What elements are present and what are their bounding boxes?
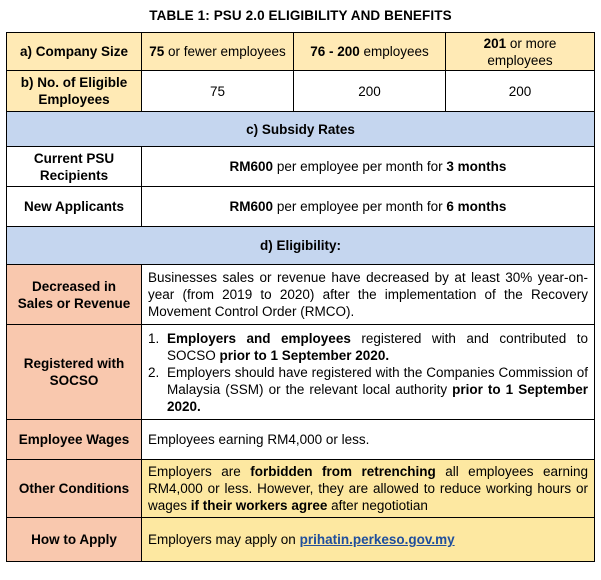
wages-text: Employees earning RM4,000 or less.: [142, 420, 595, 460]
socso-item: [148, 364, 588, 415]
text-run: per employee per month for: [273, 199, 447, 214]
eligible-employees-small: 75: [142, 71, 294, 112]
socso-item-number: 2.: [148, 364, 160, 380]
bold-text: 76 - 200: [310, 44, 360, 59]
company-size-large: [446, 33, 595, 71]
decreased-sales-label: Decreased in Sales or Revenue: [7, 265, 142, 325]
company-size-small: [142, 33, 294, 71]
text-run: or fewer employees: [164, 44, 286, 59]
text-run: registered with and contributed to SOCSO: [167, 330, 588, 363]
eligible-employees-large: 200: [446, 71, 595, 112]
bold-text: RM600: [229, 159, 274, 174]
bold-text: if their workers agree: [190, 498, 328, 513]
bold-text: prior to 1 September 2020.: [167, 381, 588, 414]
text-run: all employees earning RM4,000 or less. However, they are allowed to reduce working hours or wages: [148, 464, 588, 513]
subsidy-current-text: [142, 147, 595, 187]
how-to-apply-label: How to Apply: [7, 518, 142, 562]
socso-item-number: 1.: [148, 330, 160, 346]
socso-label: Registered with SOCSO: [7, 325, 142, 420]
subsidy-header-row: [7, 112, 595, 147]
bold-text: prior to 1 September 2020.: [219, 347, 390, 363]
how-to-apply-prefix: Employers may apply on: [148, 532, 300, 547]
text-run: after negotiotian: [327, 498, 428, 513]
socso-item-text: [167, 364, 588, 415]
eligibility-header-row: [7, 227, 595, 265]
subsidy-new-label: New Applicants: [7, 187, 142, 227]
subsidy-row: [7, 187, 595, 227]
eligibility-row: [7, 325, 595, 420]
eligible-employees-row: [7, 71, 595, 112]
subsidy-new-text: [142, 187, 595, 227]
company-size-row: [7, 33, 595, 71]
subsidy-rates-heading: c) Subsidy Rates: [7, 112, 595, 147]
bold-text: 6 months: [446, 199, 507, 214]
socso-item-text: [167, 330, 588, 364]
wages-label: Employee Wages: [7, 420, 142, 460]
eligibility-row: [7, 420, 595, 460]
text-run: employees: [359, 44, 429, 59]
subsidy-current-label: Current PSU Recipients: [7, 147, 142, 187]
bold-text: RM600: [229, 199, 274, 214]
text-run: or more employees: [487, 35, 557, 68]
eligibility-benefits-table: [6, 32, 595, 562]
eligibility-heading: d) Eligibility:: [7, 227, 595, 265]
other-conditions-text: [142, 460, 595, 518]
bold-text: 201: [483, 35, 507, 51]
eligible-employees-medium: 200: [294, 71, 446, 112]
eligibility-row: [7, 460, 595, 518]
bold-text: 3 months: [446, 159, 507, 174]
socso-list: [142, 325, 595, 420]
bold-text: Employers and employees: [167, 330, 351, 346]
other-conditions-label: Other Conditions: [7, 460, 142, 518]
how-to-apply-text: [142, 518, 595, 562]
text-run: per employee per month for: [273, 159, 447, 174]
eligibility-row: [7, 518, 595, 562]
eligible-employees-label: b) No. of Eligible Employees: [7, 71, 142, 112]
bold-text: forbidden from retrenching: [250, 464, 436, 479]
decreased-sales-text: Businesses sales or revenue have decreased by at least 30% year-on-year (from 2019 to 2020) after the implementation of the Recovery Movement Control Order (RMCO).: [142, 265, 595, 325]
subsidy-row: [7, 147, 595, 187]
company-size-medium: [294, 33, 446, 71]
company-size-label: a) Company Size: [7, 33, 142, 71]
socso-item: [148, 330, 588, 364]
apply-link[interactable]: prihatin.perkeso.gov.my: [299, 532, 455, 547]
table-title: TABLE 1: PSU 2.0 ELIGIBILITY AND BENEFITS: [149, 8, 452, 23]
eligibility-row: [7, 265, 595, 325]
bold-text: 75: [149, 44, 165, 59]
text-run: Employers are: [148, 464, 251, 479]
text-run: Employers should have registered with the Companies Commission of Malaysia (SSM) or the relevant local authority: [167, 364, 588, 397]
